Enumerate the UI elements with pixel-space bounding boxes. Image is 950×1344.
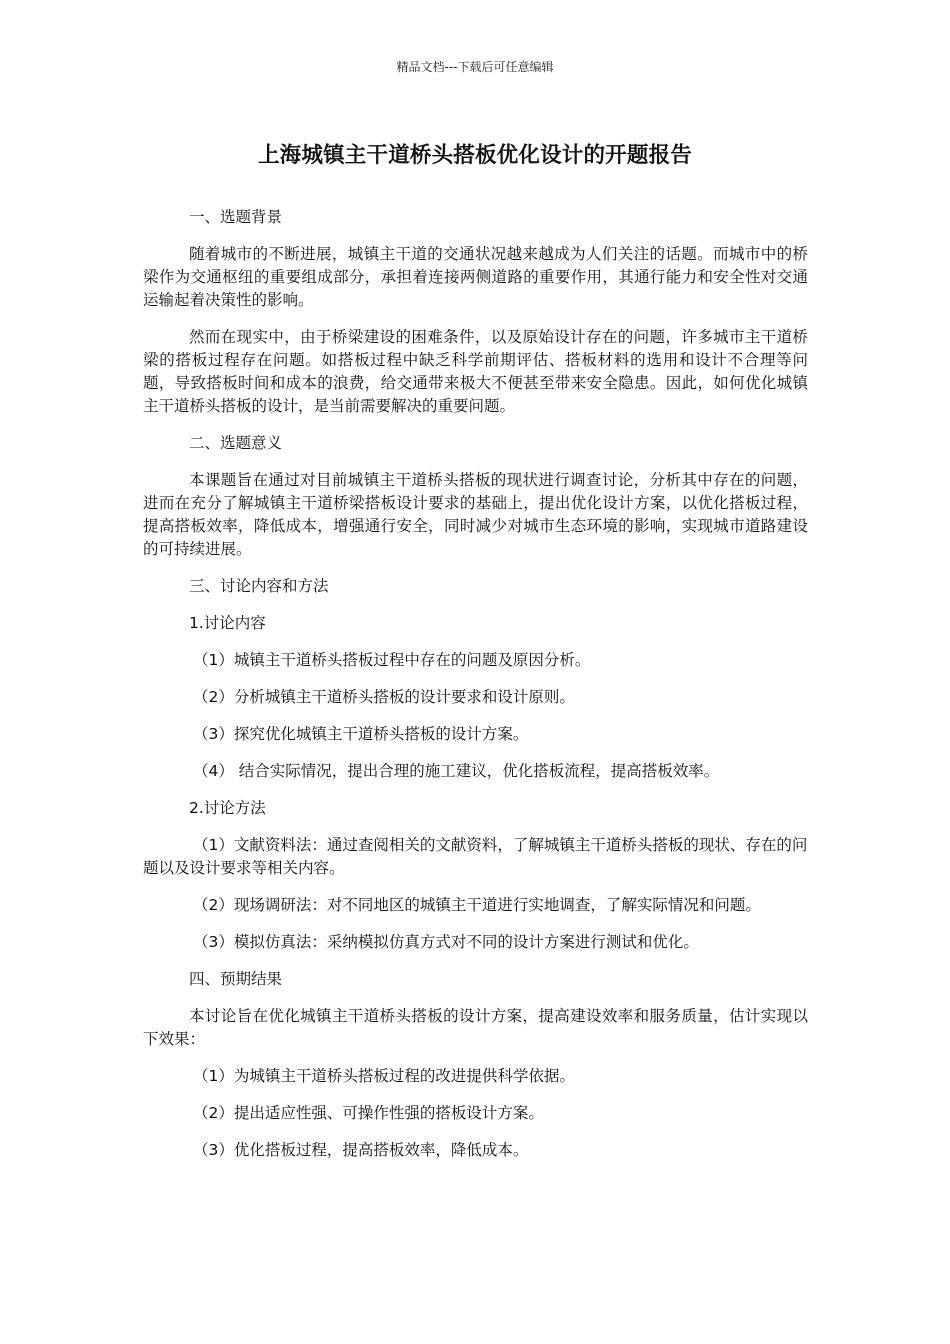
list-item: （3）优化搭板过程，提高搭板效率，降低成本。 xyxy=(193,1141,529,1159)
section-heading-expected-results: 四、预期结果 xyxy=(189,970,283,988)
list-item: （1）为城镇主干道桥头搭板过程的改进提供科学依据。 xyxy=(193,1067,575,1085)
subheading-content: 1.讨论内容 xyxy=(189,614,266,632)
section-heading-background: 一、选题背景 xyxy=(189,208,283,226)
header-note: 精品文档---下载后可任意编辑 xyxy=(396,60,554,74)
paragraph: 本课题旨在通过对目前城镇主干道桥头搭板的现状进行调查讨论，分析其中存在的问题，进而在充分了解城镇主干道桥梁搭板设计要求的基础上，提出优化设计方案，以优化搭板过程，提高搭板效率，降低成本，增强通行安全，同时减少对城市生态环境的影响，实现城市道路建设的可持续进展。 xyxy=(143,471,808,558)
section-heading-significance: 二、选题意义 xyxy=(189,434,283,452)
paragraph: 随着城市的不断进展，城镇主干道的交通状况越来越成为人们关注的话题。而城市中的桥梁作为交通枢纽的重要组成部分，承担着连接两侧道路的重要作用，其通行能力和安全性对交通运输起着决策性的影响。 xyxy=(143,245,808,309)
document-title: 上海城镇主干道桥头搭板优化设计的开题报告 xyxy=(257,143,692,168)
subheading-methods: 2.讨论方法 xyxy=(189,799,266,817)
paragraph: 本讨论旨在优化城镇主干道桥头搭板的设计方案，提高建设效率和服务质量，估计实现以下效果： xyxy=(143,1007,808,1048)
section-heading-content-methods: 三、讨论内容和方法 xyxy=(189,577,329,595)
list-item: （3）模拟仿真法：采纳模拟仿真方式对不同的设计方案进行测试和优化。 xyxy=(193,933,699,951)
list-item: （4） 结合实际情况，提出合理的施工建议，优化搭板流程，提高搭板效率。 xyxy=(193,762,720,780)
list-item: （1）文献资料法：通过查阅相关的文献资料，了解城镇主干道桥头搭板的现状、存在的问题以及设计要求等相关内容。 xyxy=(143,836,808,877)
list-item: （2）现场调研法：对不同地区的城镇主干道进行实地调查，了解实际情况和问题。 xyxy=(193,896,761,914)
list-item: （2）分析城镇主干道桥头搭板的设计要求和设计原则。 xyxy=(193,688,575,706)
list-item: （1）城镇主干道桥头搭板过程中存在的问题及原因分析。 xyxy=(193,651,591,669)
list-item: （2）提出适应性强、可操作性强的搭板设计方案。 xyxy=(193,1104,544,1122)
document-body xyxy=(143,206,808,1176)
paragraph: 然而在现实中，由于桥梁建设的困难条件，以及原始设计存在的问题，许多城市主干道桥梁的搭板过程存在问题。如搭板过程中缺乏科学前期评估、搭板材料的选用和设计不合理等问题，导致搭板时间和成本的浪费，给交通带来极大不便甚至带来安全隐患。因此，如何优化城镇主干道桥头搭板的设计，是当前需要解决的重要问题。 xyxy=(143,328,808,415)
list-item: （3）探究优化城镇主干道桥头搭板的设计方案。 xyxy=(193,725,529,743)
